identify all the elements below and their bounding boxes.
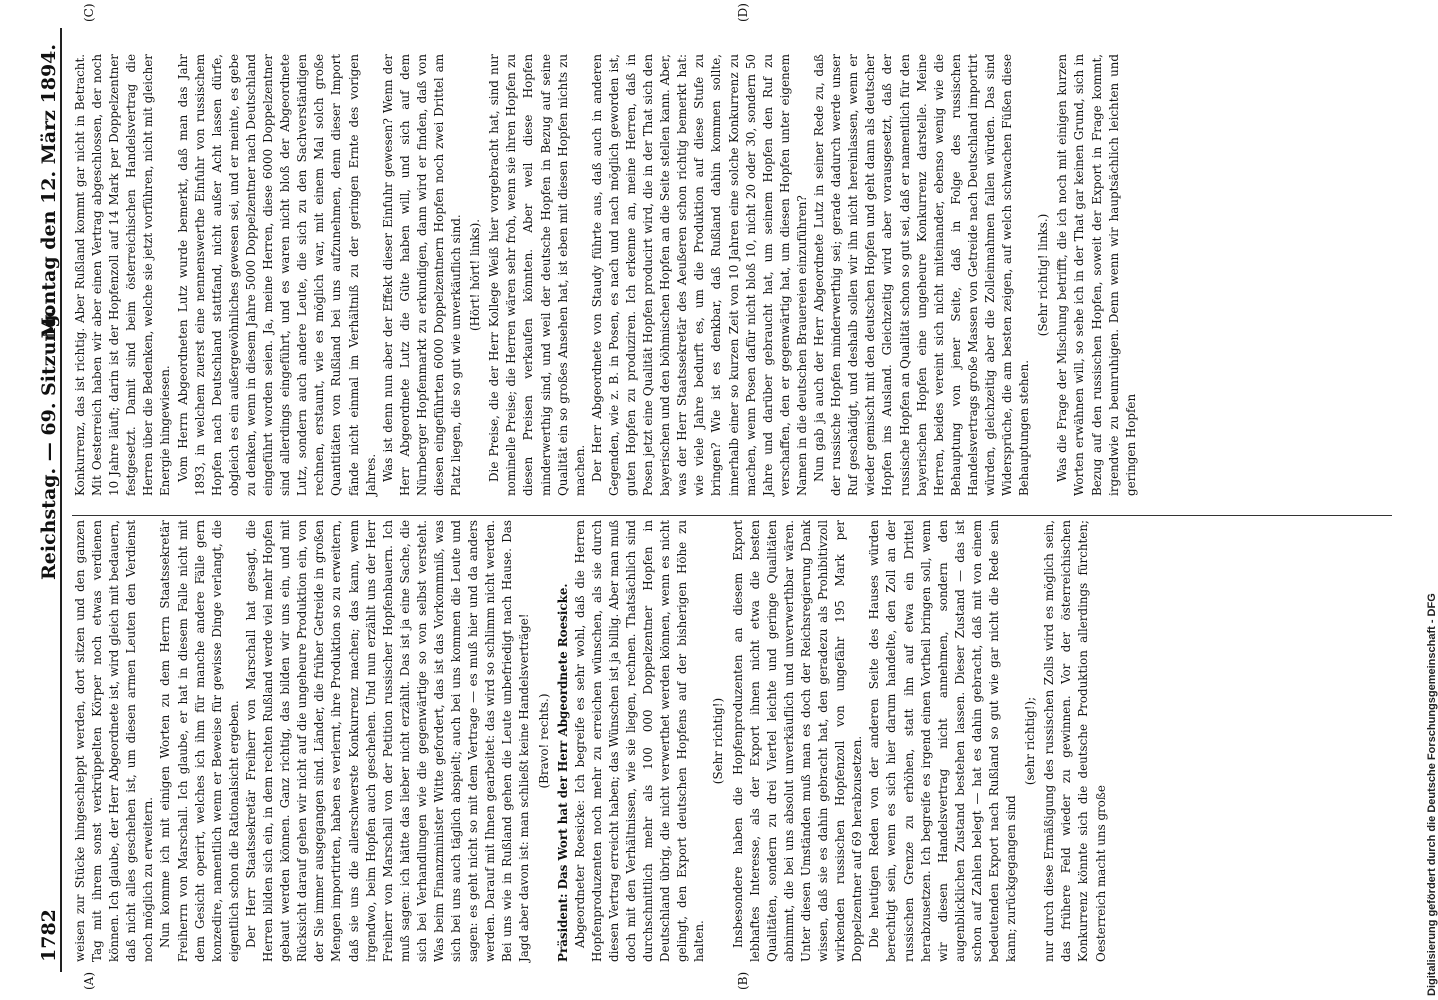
margin-marker-c: (C)	[82, 3, 96, 22]
paragraph: Vom Herrn Abgeordneten Lutz wurde bemerkt, daß man das Jahr 1893, in welchem zuerst eine nennenswerthe Einfuhr von russischem Hopfen nach Deutschland stattfand, nicht außer Acht lassen dürfe, obgleich es ein außergewöhnliches gewesen sei, und er meinte, es gebe zu denken, wenn in diesem Jahre 5000 Doppelzentner nach Deutschland eingeführt worden seien. Ja, meine Herren, diese 6000 Doppelzentner sind allerdings eingeführt, und es waren nicht bloß der Abgeordnete Lutz, sondern auch andere Leute, die sich zu den Sachverständigen rechnen, erstaunt, wie es möglich war, mit einem Mal solch große Quantitäten von Rußland bei uns aufzunehmen, denn dieser Import fände nicht einmal im Verhältniß zu der geringen Ernte des vorigen Jahres.	[175, 54, 378, 496]
paragraph: Nun komme ich mit einigen Worten zu dem Herrn Staatssekretär Freiherrn von Marschall. Ich glaube, er hat in diesem Falle nicht mit dem Gesicht operirt, welches ich ihm für manche andere Fälle gern konzedire, namentlich wenn er Beweise für gewisse Dinge verlangt, die eigentlich schon die Rationalsicht ergeben.	[158, 520, 241, 962]
interjection: (Bravo! rechts.)	[536, 693, 551, 789]
interjection: (Hört! hört! links).	[468, 219, 483, 332]
speaker-paragraph: Präsident: Das Wort hat der Herr Abgeordnete Roesicke.	[555, 583, 570, 962]
paragraph: Was die Frage der Mischung betrifft, die ich noch mit einigen kurzen Worten erwähnen will, so sehe ich in der That gar keinen Grund, sich in Bezug auf den russischen Hopfen, soweit der Export in Frage kommt, irgendwie zu beunruhigen. Denn wenn wir hauptsächlich leichten und geringen Hopfen	[1055, 54, 1138, 496]
interjection: (Sehr richtig! links.)	[1036, 213, 1051, 337]
left-column	[72, 520, 1392, 962]
paragraph: Der Herr Staatssekretär Freiherr von Marschall hat gesagt, die Herren bilden sich ein, in dem rechten Rußland werde viel mehr Hopfen gebaut werden können. Ganz richtig, das bilden wir uns ein, und mit Rücksicht darauf gehen wir nicht auf die ungeheure Produktion ein, von der Sie immer ausgegangen sind. Länder, die früher Getreide in großen Mengen importirten, haben es verlernt, ihre Produktion so zu erweitern, daß sie uns die allerschwerste Konkurrenz machen; das kann, wenn irgendwo, beim Hopfen auch geschehen. Und nun erzählt uns der Herr Freiherr von Marschall von der Petition russischer Hopfenbauern. Ich muß sagen: ich hätte das lieber nicht erzählt. Das ist ja eine Sache, die sich bei Verhandlungen wie die gegenwärtige so von selbst versteht. Was beim Finanzminister Witte gefordert, das ist das Vorkommniß, was sich bei uns auch täglich abspielt; auch bei uns kommen die Leute und sagen: es geht nicht so mit dem Vertrage — es muß hier und da anders werden. Darauf mit Ihnen gearbeitet: das wird so schlimm nicht werden. Bei uns wie in Rußland gehen die Leute unbefriedigt nach Hause. Das Jagd aber davon ist: man schließt keine Handelsverträge!	[243, 520, 532, 962]
page-number: 1782	[38, 909, 60, 962]
page-header	[30, 30, 68, 970]
interjection: (sehr richtig!);	[1023, 696, 1038, 786]
digitization-credit	[1404, 0, 1438, 1000]
right-column	[72, 54, 1392, 496]
paragraph: Konkurrenz, das ist richtig. Aber Rußland kommt gar nicht in Betracht. Mit Oesterreich haben wir aber einen Vertrag abgeschlossen, der noch 10 Jahre läuft; darin ist der Hopfenzoll auf 14 Mark per Doppelzentner festgesetzt. Damit sind beim österreichischen Handelsvertrag die Herren über die Bedenken, welche sie jetzt vorführen, nicht mit gleicher Energie hingewiesen.	[73, 54, 173, 496]
paragraph: Die heutigen Reden von der anderen Seite des Hauses würden berechtigt sein, wenn es sich hier darum handelte, den Zoll an der russischen Grenze zu erhöhen, statt ihn auf etwa ein Drittel herabzusetzen. Ich begreife es irgend einen Vortheil bringen soll, wenn wir diesen Handelsvertrag nicht annehmen, sondern den augenblicklichen Zustand bestehen lassen. Dieser Zustand — das ist schon auf Zahlen belegt — hat es dahin gebracht, daß mit von einem bedeutenden Export nach Rußland so gut wie gar nicht die Rede sein kann; zurückgegangen sind	[867, 520, 1019, 962]
margin-marker-d: (D)	[736, 3, 750, 22]
session-title: Reichstag. — 69. Sitzung.	[38, 307, 60, 580]
paragraph: nur durch diese Ermäßigung des russischen Zolls wird es möglich sein, das frühere Feld wieder zu gewinnen. Vor der österreichischen Konkurrenz könnte sich die deutsche Produktion allerdings fürchten; Oesterreich macht uns große	[1042, 520, 1108, 962]
session-date: Montag den 12. März 1894.	[38, 44, 60, 339]
margin-marker-a: (A)	[82, 971, 96, 990]
paragraph: Insbesondere haben die Hopfenproduzenten an diesem Export lebhaftes Interesse, als der Export ihnen nicht etwa die besten Qualitäten, sondern zu drei Viertel leichte und geringe Qualitäten abnimmt, die bei uns absolut unverkäuflich und unverwerthbar wären. Unter diesen Umständen muß man es doch der Reichsregierung Dank wissen, daß sie es dahin gebracht hat, den geradezu als Prohibitivzoll wirkenden russischen Hopfenzoll von ungefähr 195 Mark per Doppelzentner auf 69 herabzusetzen.	[730, 520, 865, 962]
paragraph: Nun gab ja auch der Herr Abgeordnete Lutz in seiner Rede zu, daß der russische Hopfen minderwerthig sei; gerade dadurch werde unser Ruf geschädigt, und deshalb sollen wir ihn nicht hereinlassen, wenn er wieder gemischt mit den deutschen Hopfen und geht dann als deutscher Hopfen ins Ausland. Gleichzeitig wird aber vorausgesetzt, daß der russische Hopfen an Qualität schon so gut sei, daß er namentlich für den bayerischen Hopfen eine ungeheure Konkurrenz darstelle. Meine Herren, beides vereint sich nicht miteinander, ebenso wenig wie die Behauptung von jener Seite, daß in Folge des russischen Handelsvertrags große Massen von Getreide nach Deutschland importirt würden, gleichzeitig aber die Zolleinnahmen fallen würden. Das sind Widersprüche, die am besten zeigen, auf welch schwachen Füßen diese Behauptungen stehen.	[812, 54, 1032, 496]
paragraph: Abgeordneter Roesicke: Ich begreife es sehr wohl, daß die Herren Hopfenproduzenten noch mehr zu erreichen wünschen, als sie durch diesen Vertrag erreicht haben; das Wünschen ist ja billig. Aber man muß doch mit den Verhältnissen, wie sie liegen, rechnen. Thatsächlich sind durchschnittlich mehr als 100 000 Doppelzentner Hopfen in Deutschland übrig, die nicht verwerthet werden können, wenn es nicht gelingt, den Export deutschen Hopfens auf der bisherigen Höhe zu halten.	[572, 520, 707, 962]
header-rule	[60, 28, 62, 972]
dfg-credit-text: Digitalisierung gefördert durch die Deutsche Forschungsgemeinschaft - DFG	[1426, 593, 1438, 996]
paragraph: Was ist denn nun aber der Effekt dieser Einfuhr gewesen? Wenn der Herr Abgeordnete Lutz die Güte haben will, und sich auf dem Nürnberger Hopfenmarkt zu erkundigen, dann wird er finden, daß von diesen eingeführten 6000 Doppelzentnern Hopfen noch zwei Drittel am Platz liegen, die so gut wie unverkäuflich sind.	[380, 54, 464, 496]
paragraph: Der Herr Abgeordnete von Staudy führte aus, daß auch in anderen Gegenden, wie z. B. in Posen, es nach und nach möglich geworden ist, guten Hopfen zu produziren. Ich erkenne an, meine Herren, daß in Posen jetzt eine Qualität Hopfen producirt wird, die in der That sich den bayerischen und den böhmischen Hopfen an die Seite stellen kann. Aber, was der Herr Staatssekretär des Aeußeren schon richtig bemerkt hat: wie viele Jahre bedurft es, um die Produktion auf diese Stufe zu bringen? Wie ist es denkbar, daß Rußland dahin kommen sollte, innerhalb einer so kurzen Zeit von 10 Jahren eine solche Konkurrenz zu machen, wenn Posen dafür nicht bloß 10, nicht 20 oder 30, sondern 50 Jahre und darüber gebraucht hat, um seinem Hopfen den Ruf zu verschaffen, den er gegenwärtig hat, um diesen Hopfen unter eigenem Namen in die deutschen Brauereien einzuführen?	[589, 54, 809, 496]
interjection: (Sehr richtig!)	[711, 697, 726, 785]
column-divider	[72, 515, 1392, 516]
margin-marker-b: (B)	[736, 971, 750, 990]
paragraph: weisen zur Stücke hingeschleppt werden, dort sitzen und den ganzen Tag mit ihrem sonst verkrüppelten Körper noch etwas verdienen können. Ich glaube, der Herr Abgeordnete ist, wird gleich mit bedauern, daß nicht alles geschehen ist, um diesen armen Leuten den Verdienst noch möglich zu erweitern.	[73, 520, 156, 962]
paragraph: Die Preise, die der Herr Kollege Weiß hier vorgebracht hat, sind nur nominelle Preise; die Herren wären sehr froh, wenn sie ihren Hopfen zu diesen Preisen verkaufen könnten. Aber weil diese Hopfen minderwerthig sind, und weil der deutsche Hopfen in Bezug auf seine Qualität ein so großes Ansehen hat, ist eben mit diesen Hopfen nichts zu machen.	[487, 54, 587, 496]
